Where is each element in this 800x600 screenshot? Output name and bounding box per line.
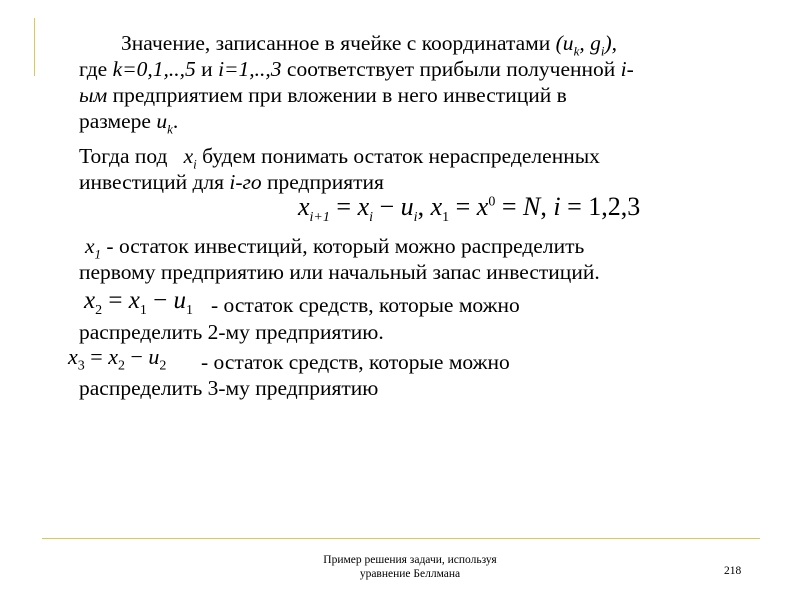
paragraph-5-line-2: распределить 3-му предприятию	[79, 376, 379, 400]
paragraph-1-line-2: где k=0,1,..,5 и i=1,..,3 соответствует прибыли полученной i-	[79, 57, 634, 81]
paragraph-4-line-2: распределить 2-му предприятию.	[79, 320, 384, 344]
footer-rule	[42, 538, 760, 539]
text: Значение, записанное в ячейке с координатами	[121, 31, 556, 55]
coords-text: ($u_k$, $g_i$),	[555, 31, 618, 59]
x2-formula: $x_2 = x_1 - u_1$	[84, 287, 193, 318]
footer-line-2: уравнение Беллмана	[359, 568, 461, 580]
paragraph-3-line-2: первому предприятию или начальный запас инвестиций.	[79, 260, 600, 284]
footer-caption	[260, 553, 560, 581]
paragraph-1-line-4: размере $u_k$.	[79, 109, 179, 137]
paragraph-3-line-1: $x_1$ - остаток инвестиций, который можно распределить	[85, 234, 585, 262]
x3-formula: $x_3 = x_2 - u_2$	[68, 344, 167, 374]
recurrence-formula: $x_{i+1} = x_i - u_i$, $x_1 = x^0 = N$, i = 1,2,3	[298, 192, 641, 226]
paragraph-1-line-1	[121, 30, 618, 59]
left-decorative-rule	[34, 18, 35, 76]
page-number: 218	[724, 565, 742, 577]
paragraph-1-line-3: ым предприятием при вложении в него инвестиций в	[79, 83, 567, 107]
paragraph-5-line-1: - остаток средств, которые можно	[201, 350, 510, 374]
paragraph-2-line-1: Тогда под $x_i$ будем понимать остаток нераспределенных	[79, 144, 600, 172]
paragraph-2-line-2: инвестиций для i-го предприятия	[79, 170, 384, 194]
paragraph-4-line-1: - остаток средств, которые можно	[211, 293, 520, 317]
footer-line-1: Пример решения задачи, используя	[323, 554, 497, 566]
